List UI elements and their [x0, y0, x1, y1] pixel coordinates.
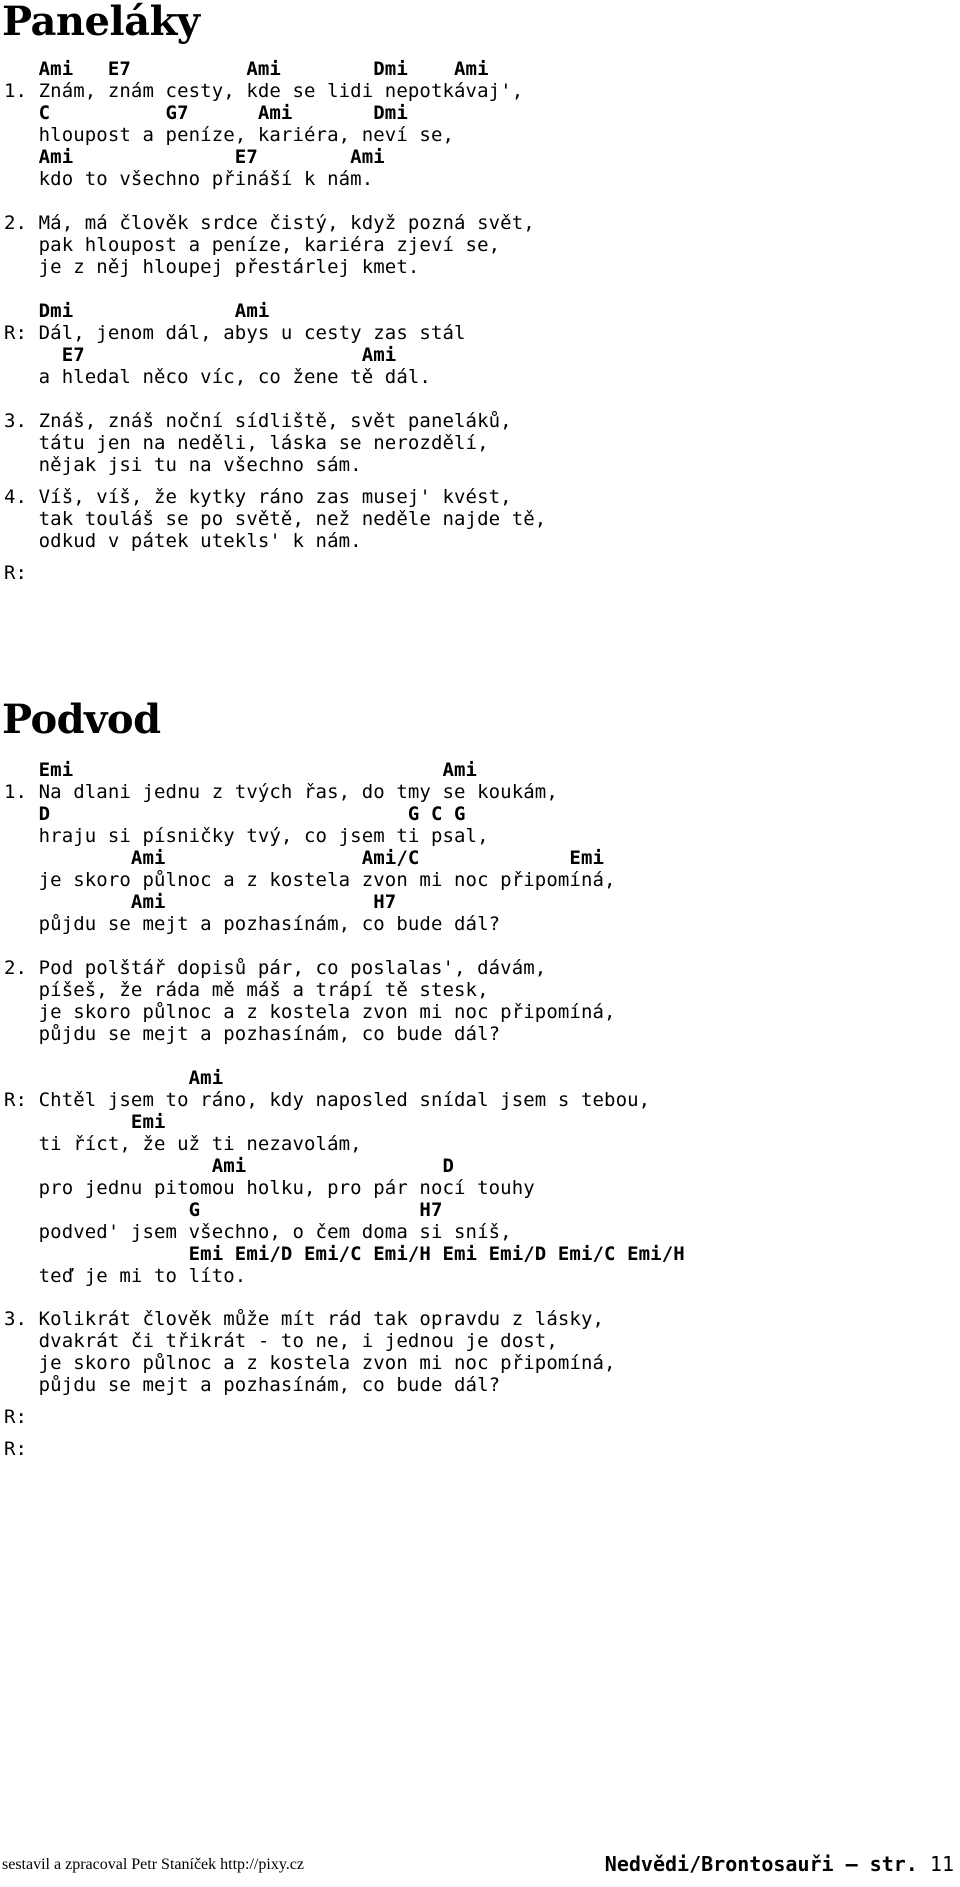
- chord-line: Dmi Ami: [4, 300, 270, 322]
- chord-line: C G7 Ami Dmi: [4, 102, 408, 124]
- lyric-line: tak touláš se po světě, než neděle najde tě,: [4, 508, 547, 530]
- song-title-podvod: Podvod: [2, 696, 161, 743]
- lyric-line: píšeš, že ráda mě máš a trápí tě stesk,: [4, 979, 489, 1001]
- lyric-line: dvakrát či třikrát - to ne, i jednou je dost,: [4, 1330, 558, 1352]
- footer-page-info: [605, 1852, 954, 1876]
- lyric-line: ti říct, že už ti nezavolám,: [4, 1133, 362, 1155]
- chord-line: Ami Ami/C Emi: [4, 847, 605, 869]
- chord-line: Emi Emi/D Emi/C Emi/H Emi Emi/D Emi/C Emi/H: [4, 1243, 685, 1265]
- chord-line: Ami D: [4, 1155, 455, 1177]
- lyric-line: hloupost a peníze, kariéra, neví se,: [4, 124, 455, 146]
- lyric-line: 3. Kolikrát člověk může mít rád tak opravdu z lásky,: [4, 1308, 605, 1330]
- lyric-line: půjdu se mejt a pozhasínám, co bude dál?: [4, 1374, 501, 1396]
- chord-line: Emi: [4, 1111, 166, 1133]
- lyric-line: 2. Pod polštář dopisů pár, co poslalas', dávám,: [4, 957, 547, 979]
- chord-line: Ami H7: [4, 891, 397, 913]
- lyric-line: nějak jsi tu na všechno sám.: [4, 454, 362, 476]
- lyric-line: podved' jsem všechno, o čem doma si sníš,: [4, 1221, 512, 1243]
- lyric-line: hraju si písničky tvý, co jsem ti psal,: [4, 825, 489, 847]
- chord-line: D G C G: [4, 803, 466, 825]
- lyric-line: kdo to všechno přináší k nám.: [4, 168, 374, 190]
- lyric-line: je skoro půlnoc a z kostela zvon mi noc připomíná,: [4, 869, 616, 891]
- lyric-line: R:: [4, 1406, 28, 1428]
- lyric-line: odkud v pátek utekls' k nám.: [4, 530, 362, 552]
- lyric-line: 1. Znám, znám cesty, kde se lidi nepotkávaj',: [4, 80, 524, 102]
- lyric-line: je skoro půlnoc a z kostela zvon mi noc připomíná,: [4, 1352, 616, 1374]
- lyric-line: je skoro půlnoc a z kostela zvon mi noc připomíná,: [4, 1001, 616, 1023]
- chord-line: Ami E7 Ami: [4, 146, 385, 168]
- lyric-line: R: Dál, jenom dál, abys u cesty zas stál: [4, 322, 466, 344]
- footer-credit: sestavil a zpracoval Petr Staníček http://pixy.cz: [2, 1856, 304, 1873]
- lyric-line: je z něj hloupej přestárlej kmet.: [4, 256, 420, 278]
- lyric-line: 4. Víš, víš, že kytky ráno zas musej' kvést,: [4, 486, 512, 508]
- chord-line: G H7: [4, 1199, 443, 1221]
- lyric-line: 2. Má, má člověk srdce čistý, když pozná svět,: [4, 212, 535, 234]
- lyric-line: R: Chtěl jsem to ráno, kdy naposled snídal jsem s tebou,: [4, 1089, 651, 1111]
- chord-line: E7 Ami: [4, 344, 397, 366]
- lyric-line: R:: [4, 1438, 28, 1460]
- lyric-line: půjdu se mejt a pozhasínám, co bude dál?: [4, 913, 501, 935]
- footer-book-label: Nedvědi/Brontosauři — str.: [604, 1852, 918, 1876]
- lyric-line: půjdu se mejt a pozhasínám, co bude dál?: [4, 1023, 501, 1045]
- lyric-line: 3. Znáš, znáš noční sídliště, svět paneláků,: [4, 410, 512, 432]
- page-number: 11: [929, 1852, 954, 1876]
- song-title-panelaky: Paneláky: [2, 0, 200, 45]
- lyric-line: tátu jen na neděli, láska se nerozdělí,: [4, 432, 489, 454]
- chord-line: Emi Ami: [4, 759, 478, 781]
- lyric-line: teď je mi to líto.: [4, 1265, 247, 1287]
- lyric-line: 1. Na dlani jednu z tvých řas, do tmy se koukám,: [4, 781, 558, 803]
- chord-line: Ami E7 Ami Dmi Ami: [4, 58, 489, 80]
- lyric-line: pro jednu pitomou holku, pro pár nocí touhy: [4, 1177, 535, 1199]
- lyric-line: R:: [4, 562, 28, 584]
- chord-line: Ami: [4, 1067, 224, 1089]
- lyric-line: a hledal něco víc, co žene tě dál.: [4, 366, 431, 388]
- lyric-line: pak hloupost a peníze, kariéra zjeví se,: [4, 234, 501, 256]
